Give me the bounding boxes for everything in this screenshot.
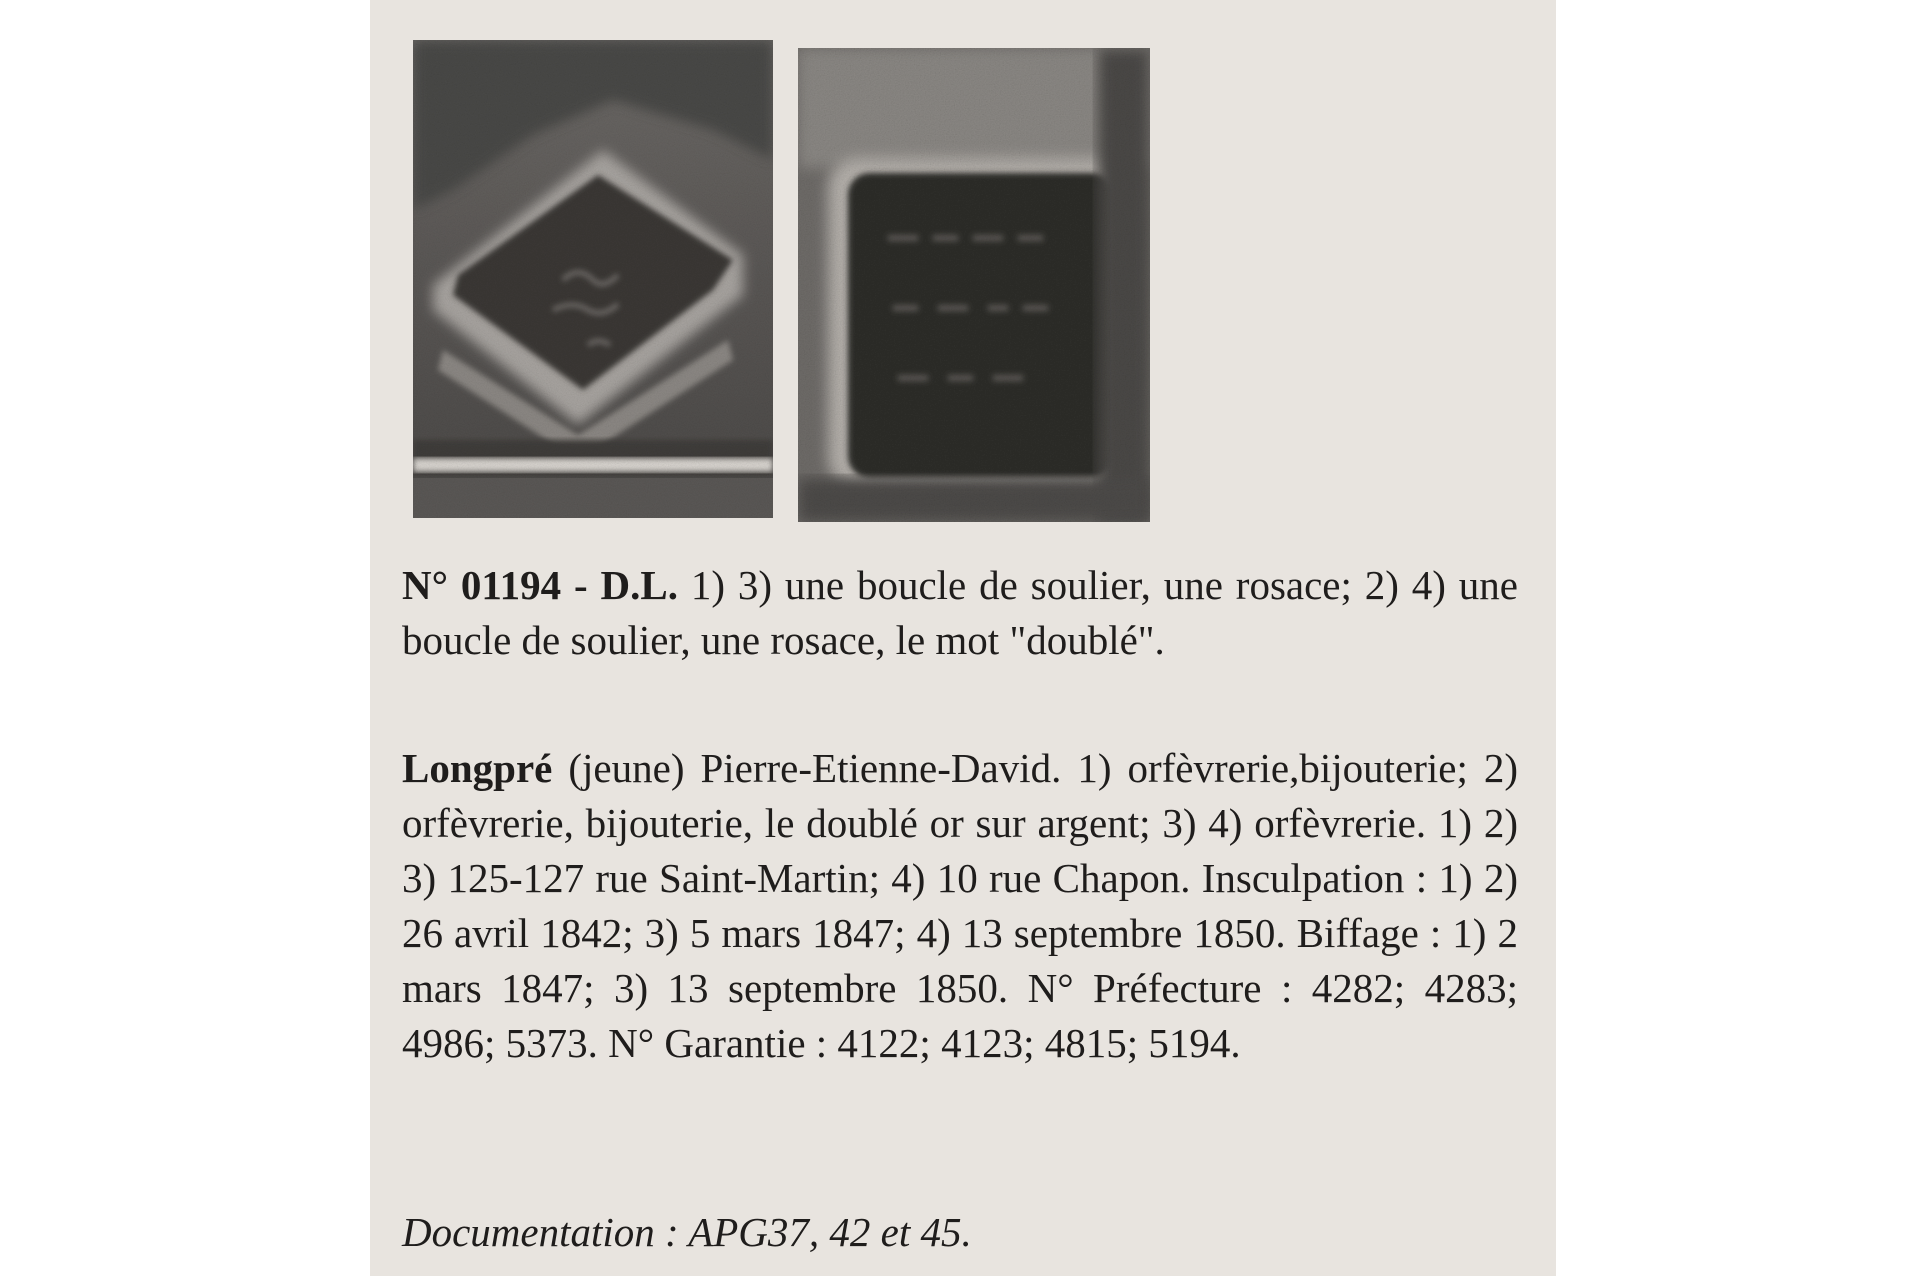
lozenge-hallmark-image bbox=[413, 40, 773, 518]
maker-name: Longpré bbox=[402, 745, 553, 791]
hallmark-photo-lozenge bbox=[413, 40, 773, 518]
mark-entry bbox=[402, 558, 1518, 668]
mark-description: 1) 3) une boucle de soulier, une rosace; 2) 4) une boucle de soulier, une rosace, le mot "doublé". bbox=[402, 562, 1519, 663]
catalog-page bbox=[370, 0, 1556, 1276]
maker-entry bbox=[402, 741, 1518, 1071]
maker-details: (jeune) Pierre-Etienne-David. 1) orfèvrerie,bijouterie; 2) orfèvrerie, bijouterie, le doublé or sur argent; 3) 4) orfèvrerie. 1) 2) 3) 125-127 rue Saint-Martin; 4) 10 rue Chapon. Insculpation : 1) 2) 26 avril 1842; 3) 5 mars 1847; 4) 13 septembre 1850. Biffage : 1) 2 mars 1847; 3) 13 septembre 1850. N° Préfecture : 4282; 4283; 4986; 5373. N° Garantie : 4122; 4123; 4815; 5194. bbox=[402, 745, 1519, 1066]
rectangle-hallmark-image bbox=[798, 48, 1150, 522]
mark-number-label: N° 01194 - D.L. bbox=[402, 562, 678, 608]
documentation-line: Documentation : APG37, 42 et 45. bbox=[402, 1209, 972, 1255]
hallmark-photo-rectangle bbox=[798, 48, 1150, 522]
